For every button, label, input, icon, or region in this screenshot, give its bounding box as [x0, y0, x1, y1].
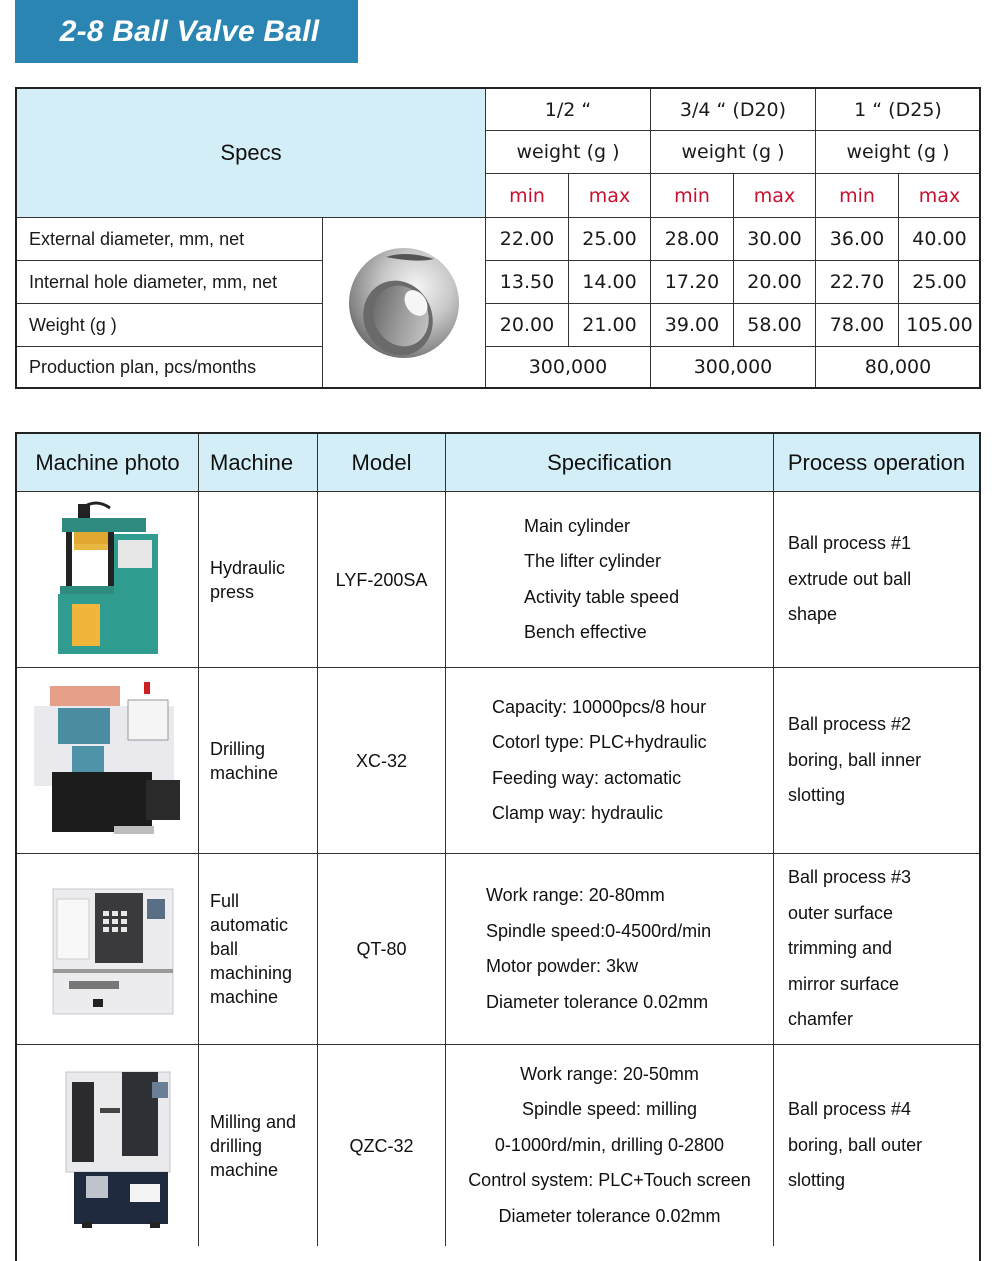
min-label: min [674, 184, 710, 207]
spec-lines [486, 878, 711, 1020]
process-lines [788, 860, 911, 1038]
header-specification [445, 434, 773, 491]
model-name: QZC-32 [349, 1135, 414, 1156]
spec-value-text: 20.00 [747, 271, 802, 293]
spec-value-text: 21.00 [582, 314, 637, 336]
spec-value-max [733, 260, 815, 303]
production-value-text: 300,000 [693, 356, 773, 378]
max-label: max [753, 184, 796, 207]
text-line: shape [788, 604, 838, 625]
spec-value-text: 13.50 [499, 271, 555, 293]
spec-value-max [568, 260, 650, 303]
production-value [815, 346, 980, 387]
header-process-operation [773, 434, 979, 491]
weight-header [650, 130, 815, 173]
size-label: 1/2 “ [544, 98, 592, 121]
size-header-three-quarter-inch [650, 89, 815, 130]
machine-photo-hydraulic-press [17, 491, 198, 667]
text-line: The lifter cylinder [524, 551, 662, 571]
model-name: XC-32 [355, 750, 408, 771]
header-text: Machine photo [35, 449, 180, 475]
spec-value-max [568, 303, 650, 346]
model-cell [317, 1044, 445, 1246]
production-value [485, 346, 650, 387]
max-header [568, 173, 650, 217]
spec-value-min [815, 217, 898, 260]
spec-value-text: 17.20 [664, 271, 720, 293]
size-label: 3/4 “ (D20) [679, 98, 787, 121]
spec-value-min [650, 260, 733, 303]
spec-cell [445, 491, 773, 667]
spec-value-text: 39.00 [664, 314, 720, 336]
weight-header [815, 130, 980, 173]
text-line: Spindle speed:0-4500rd/min [486, 920, 712, 941]
row-label-text: External diameter, mm, net [29, 228, 245, 249]
machine-name-cell [198, 853, 317, 1044]
text-line: Ball process #1 [788, 533, 912, 554]
text-line: Motor powder: 3kw [486, 956, 639, 976]
spec-cell [445, 853, 773, 1044]
text-line: boring, ball inner [788, 749, 922, 770]
row-label-text: Weight (g ) [29, 314, 117, 335]
spec-value-max [898, 217, 980, 260]
spec-value-text: 36.00 [829, 228, 885, 250]
row-label-weight [17, 303, 322, 346]
machine-name-cell [198, 1044, 317, 1246]
spec-value-text: 25.00 [912, 271, 967, 293]
text-line: Main cylinder [524, 515, 631, 536]
header-machine-photo [17, 434, 198, 491]
spec-value-min [650, 217, 733, 260]
process-cell [773, 853, 979, 1044]
spec-value-max [733, 303, 815, 346]
header-text: Model [351, 449, 412, 475]
header-text: Machine [210, 449, 294, 475]
model-cell [317, 667, 445, 853]
text-line: Ball process #4 [788, 1099, 912, 1120]
spec-value-min [485, 260, 568, 303]
size-label: 1 “ (D25) [854, 98, 942, 121]
machine-name: Hydraulic press [210, 557, 286, 602]
spec-value-text: 22.70 [829, 271, 885, 293]
spec-cell [445, 667, 773, 853]
weight-header [485, 130, 650, 173]
spec-value-max [898, 260, 980, 303]
process-lines [788, 707, 921, 814]
text-line: Feeding way: actomatic [492, 767, 682, 788]
max-label: max [918, 184, 961, 207]
title-banner [15, 0, 358, 63]
size-header-half-inch [485, 89, 650, 130]
spec-value-text: 28.00 [664, 228, 720, 250]
text-line: Spindle speed: milling [521, 1099, 698, 1120]
spec-value-text: 25.00 [582, 228, 637, 250]
weight-label: weight (g ) [846, 141, 950, 163]
process-cell [773, 1044, 979, 1246]
spec-value-min [815, 260, 898, 303]
weight-label: weight (g ) [681, 141, 785, 163]
max-header [898, 173, 980, 217]
process-cell [773, 667, 979, 853]
machine-name-cell [198, 491, 317, 667]
text-line: slotting [788, 785, 846, 806]
page-title: 2-8 Ball Valve Ball [59, 14, 320, 48]
spec-value-text: 20.00 [499, 314, 555, 336]
header-machine [198, 434, 317, 491]
text-line: Work range: 20-80mm [486, 885, 665, 905]
spec-lines [492, 690, 707, 832]
spec-cell [445, 1044, 773, 1246]
header-text: Process operation [787, 449, 966, 475]
row-label-text: Internal hole diameter, mm, net [29, 271, 278, 292]
model-cell [317, 491, 445, 667]
machine-photo-ball-machining-machine [17, 853, 198, 1044]
drilling-machine-icon [28, 676, 188, 846]
spec-value-text: 58.00 [747, 314, 802, 336]
row-label-text: Production plan, pcs/months [29, 356, 257, 377]
machine-name: Milling and drilling machine [210, 1111, 297, 1180]
machine-name: Drilling machine [210, 738, 279, 783]
spec-value-max [568, 217, 650, 260]
row-label-external-diameter [17, 217, 322, 260]
text-line: Ball process #3 [788, 867, 912, 888]
spec-value-min [650, 303, 733, 346]
process-lines [788, 526, 911, 633]
text-line: 0-1000rd/min, drilling 0-2800 [494, 1134, 725, 1155]
text-line: Capacity: 10000pcs/8 hour [492, 696, 707, 717]
spec-value-text: 22.00 [499, 228, 555, 250]
machine-photo-drilling-machine [17, 667, 198, 853]
production-value [650, 346, 815, 387]
weight-label: weight (g ) [516, 141, 620, 163]
spec-value-min [485, 303, 568, 346]
text-line: extrude out ball [788, 568, 912, 589]
min-header [650, 173, 733, 217]
min-header [815, 173, 898, 217]
min-label: min [509, 184, 545, 207]
text-line: Work range: 20-50mm [520, 1063, 699, 1084]
header-text: Specification [547, 449, 672, 475]
process-lines [788, 1092, 922, 1199]
specs-header-label: Specs [220, 140, 282, 165]
text-line: slotting [788, 1170, 846, 1191]
spec-value-min [815, 303, 898, 346]
max-label: max [588, 184, 631, 207]
hydraulic-press-icon [48, 500, 168, 660]
text-line: trimming and [788, 938, 893, 959]
spec-value-text: 40.00 [912, 228, 967, 250]
text-line: Diameter tolerance 0.02mm [486, 991, 709, 1012]
spec-value-text: 78.00 [829, 314, 885, 336]
text-line: Bench effective [524, 622, 647, 642]
process-cell [773, 491, 979, 667]
milling-drilling-machine-icon [38, 1058, 178, 1233]
header-model [317, 434, 445, 491]
specs-table [15, 87, 981, 389]
specs-header-cell [17, 89, 485, 217]
model-name: QT-80 [356, 939, 407, 959]
max-header [733, 173, 815, 217]
spec-value-text: 105.00 [906, 314, 973, 336]
machine-photo-milling-drilling-machine [17, 1044, 198, 1246]
text-line: Cotorl type: PLC+hydraulic [492, 732, 707, 752]
spec-value-max [898, 303, 980, 346]
machine-name-cell [198, 667, 317, 853]
model-cell [317, 853, 445, 1044]
text-line: Activity table speed [524, 586, 680, 607]
model-name: LYF-200SA [335, 569, 428, 590]
spec-value-max [733, 217, 815, 260]
text-line: mirror surface [788, 973, 900, 994]
valve-ball-icon [346, 245, 462, 361]
size-header-one-inch [815, 89, 980, 130]
text-line: Diameter tolerance 0.02mm [498, 1205, 721, 1226]
machines-table [15, 432, 981, 1261]
spec-lines [524, 509, 679, 651]
min-label: min [839, 184, 875, 207]
text-line: Clamp way: hydraulic [492, 803, 664, 823]
spec-value-text: 30.00 [747, 228, 802, 250]
ball-machining-machine-icon [33, 869, 183, 1029]
row-label-internal-diameter [17, 260, 322, 303]
production-value-text: 80,000 [864, 356, 932, 378]
spec-value-text: 14.00 [582, 271, 637, 293]
production-value-text: 300,000 [528, 356, 608, 378]
machine-name: Full automatic ball machining machine [210, 891, 293, 1007]
text-line: chamfer [788, 1009, 854, 1030]
spec-lines [468, 1057, 751, 1235]
valve-ball-image [322, 217, 485, 387]
spec-value-min [485, 217, 568, 260]
row-label-production-plan [17, 346, 322, 387]
text-line: boring, ball outer [788, 1134, 923, 1155]
text-line: Control system: PLC+Touch screen [468, 1170, 751, 1191]
text-line: outer surface [788, 902, 894, 923]
min-header [485, 173, 568, 217]
text-line: Ball process #2 [788, 714, 912, 735]
